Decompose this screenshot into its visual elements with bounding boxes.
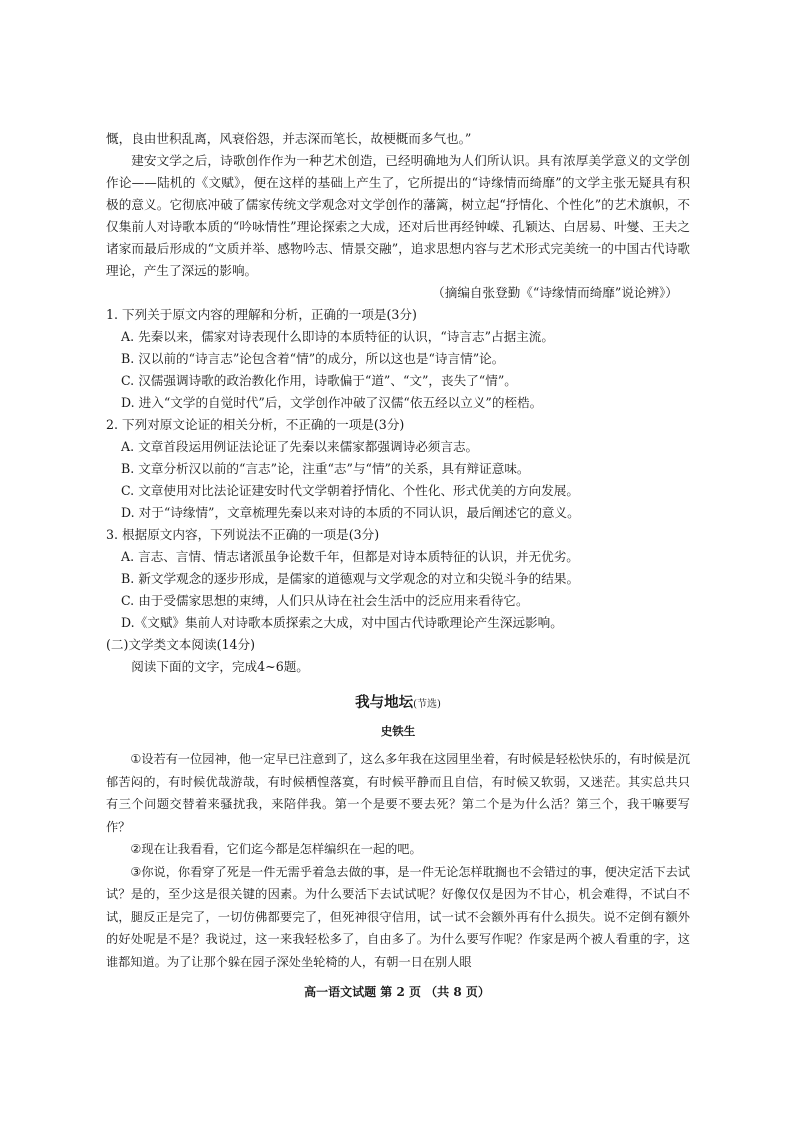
question-option: D. 进入“文学的自觉时代”后，文学创作冲破了汉儒“依五经以立义”的桎梏。 bbox=[121, 395, 543, 410]
question-option: B. 文章分析汉以前的“言志”论，注重“志”与“情”的关系，具有辩证意味。 bbox=[121, 461, 530, 476]
story-title-block bbox=[106, 692, 690, 716]
page-footer: 高一语文试题 第 2 页 （共 8 页） bbox=[304, 985, 490, 999]
question-option: D. 对于“诗缘情”，文章梳理先秦以来对诗的本质的不同认识，最后阐述它的意义。 bbox=[121, 505, 580, 520]
question-option: A. 言志、言情、情志诸派虽争论数千年，但都是对诗本质特征的认识，并无优劣。 bbox=[121, 549, 579, 564]
story-author: 史铁生 bbox=[380, 724, 416, 738]
question-stem: 1. 下列关于原文内容的理解和分析，正确的一项是(3分) bbox=[106, 307, 417, 322]
story-title-note: (节选) bbox=[413, 699, 441, 710]
section-heading: (二)文学类文本阅读(14分) bbox=[106, 637, 256, 652]
story-body bbox=[106, 748, 690, 973]
question-stem: 3. 根据原文内容，下列说法不正确的一项是(3分) bbox=[106, 527, 380, 542]
question-stem: 2. 下列对原文论证的相关分析，不正确的一项是(3分) bbox=[106, 417, 405, 432]
story-title: 我与地坛 bbox=[355, 694, 414, 711]
question-option: A. 先秦以来，儒家对诗表现什么即诗的本质特征的认识，“诗言志”占据主流。 bbox=[121, 329, 554, 344]
story-paragraph: ②现在让我看看，它们迄今都是怎样编织在一起的吧。 bbox=[130, 842, 422, 856]
story-paragraph: ①设若有一位园神，他一定早已注意到了，这么多年我在这园里坐着，有时候是轻松快乐的，有时候是沉郁苦闷的，有时候优哉游哉，有时候栖惶落寞，有时候平静而且自信，有时候又软弱，又迷茫。其实总共只有三个问题交替着来骚扰我，来陪伴我。第一个是要不要去死？第二个是为什么活？第三个，我干嘛要写作？ bbox=[106, 752, 690, 834]
question-2 bbox=[106, 414, 690, 524]
section-instruction: 阅读下面的文字，完成4~6题。 bbox=[131, 659, 309, 674]
essay-source: （摘编自张登勤《“诗缘情而绮靡”说论辨》） bbox=[432, 285, 678, 300]
essay-carry-over-text: 慨，良由世积乱离，风衰俗怨，并志深而笔长，故梗概而多气也。” bbox=[106, 131, 472, 146]
story-paragraph: ③你说，你看穿了死是一件无需乎着急去做的事，是一件无论怎样耽搁也不会错过的事，便决定活下去试试？是的，至少这是很关键的因素。为什么要活下去试试呢？好像仅仅是因为不甘心，机会难得，不试白不试，腿反正是完了，一切仿佛都要完了，但死神很守信用，试一试不会额外再有什么损失。说不定倒有额外的好处呢是不是？我说过，这一来我轻松多了，自由多了。为什么要写作呢？作家是两个被人看重的字，这谁都知道。为了让那个躲在园子深处坐轮椅的人，有朝一日在别人眼 bbox=[106, 864, 690, 969]
question-option: B. 新文学观念的逐步形成，是儒家的道德观与文学观念的对立和尖锐斗争的结果。 bbox=[121, 571, 580, 586]
question-1 bbox=[106, 304, 690, 414]
question-option: D.《文赋》集前人对诗歌本质探索之大成，对中国古代诗歌理论产生深远影响。 bbox=[121, 615, 563, 630]
question-option: A. 文章首段运用例证法论证了先秦以来儒家都强调诗必须言志。 bbox=[121, 439, 479, 454]
question-option: C. 由于受儒家思想的束缚，人们只从诗在社会生活中的泛应用来看待它。 bbox=[121, 593, 529, 608]
question-option: B. 汉以前的“诗言志”论包含着“情”的成分，所以这也是“诗言情”论。 bbox=[121, 351, 505, 366]
essay-paragraph: 建安文学之后，诗歌创作作为一种艺术创造，已经明确地为人们所认识。具有浓厚美学意义的文学创作论——陆机的《文赋》，便在这样的基础上产生了，它所提出的“诗缘情而绮靡”的文学主张无疑具有积极的意义。它彻底冲破了儒家传统文学观念对文学创作的藩篱，树立起“抒情化、个性化”的艺术旗帜，不仅集前人对诗歌本质的“吟咏情性”理论探索之大成，还对后世再经钟嵘、孔颖达、白居易、叶燮、王夫之诸家而最后形成的“文质并举、感物吟志、情景交融”，追求思想内容与艺术形式完美统一的中国古代诗歌理论，产生了深远的影响。 bbox=[106, 153, 690, 278]
question-option: C. 文章使用对比法论证建安时代文学朝着抒情化、个性化、形式优美的方向发展。 bbox=[121, 483, 579, 498]
exam-page bbox=[106, 128, 690, 973]
question-3 bbox=[106, 524, 690, 634]
question-option: C. 汉儒强调诗歌的政治教化作用，诗歌偏于“道”、“文”，丧失了“情”。 bbox=[121, 373, 517, 388]
